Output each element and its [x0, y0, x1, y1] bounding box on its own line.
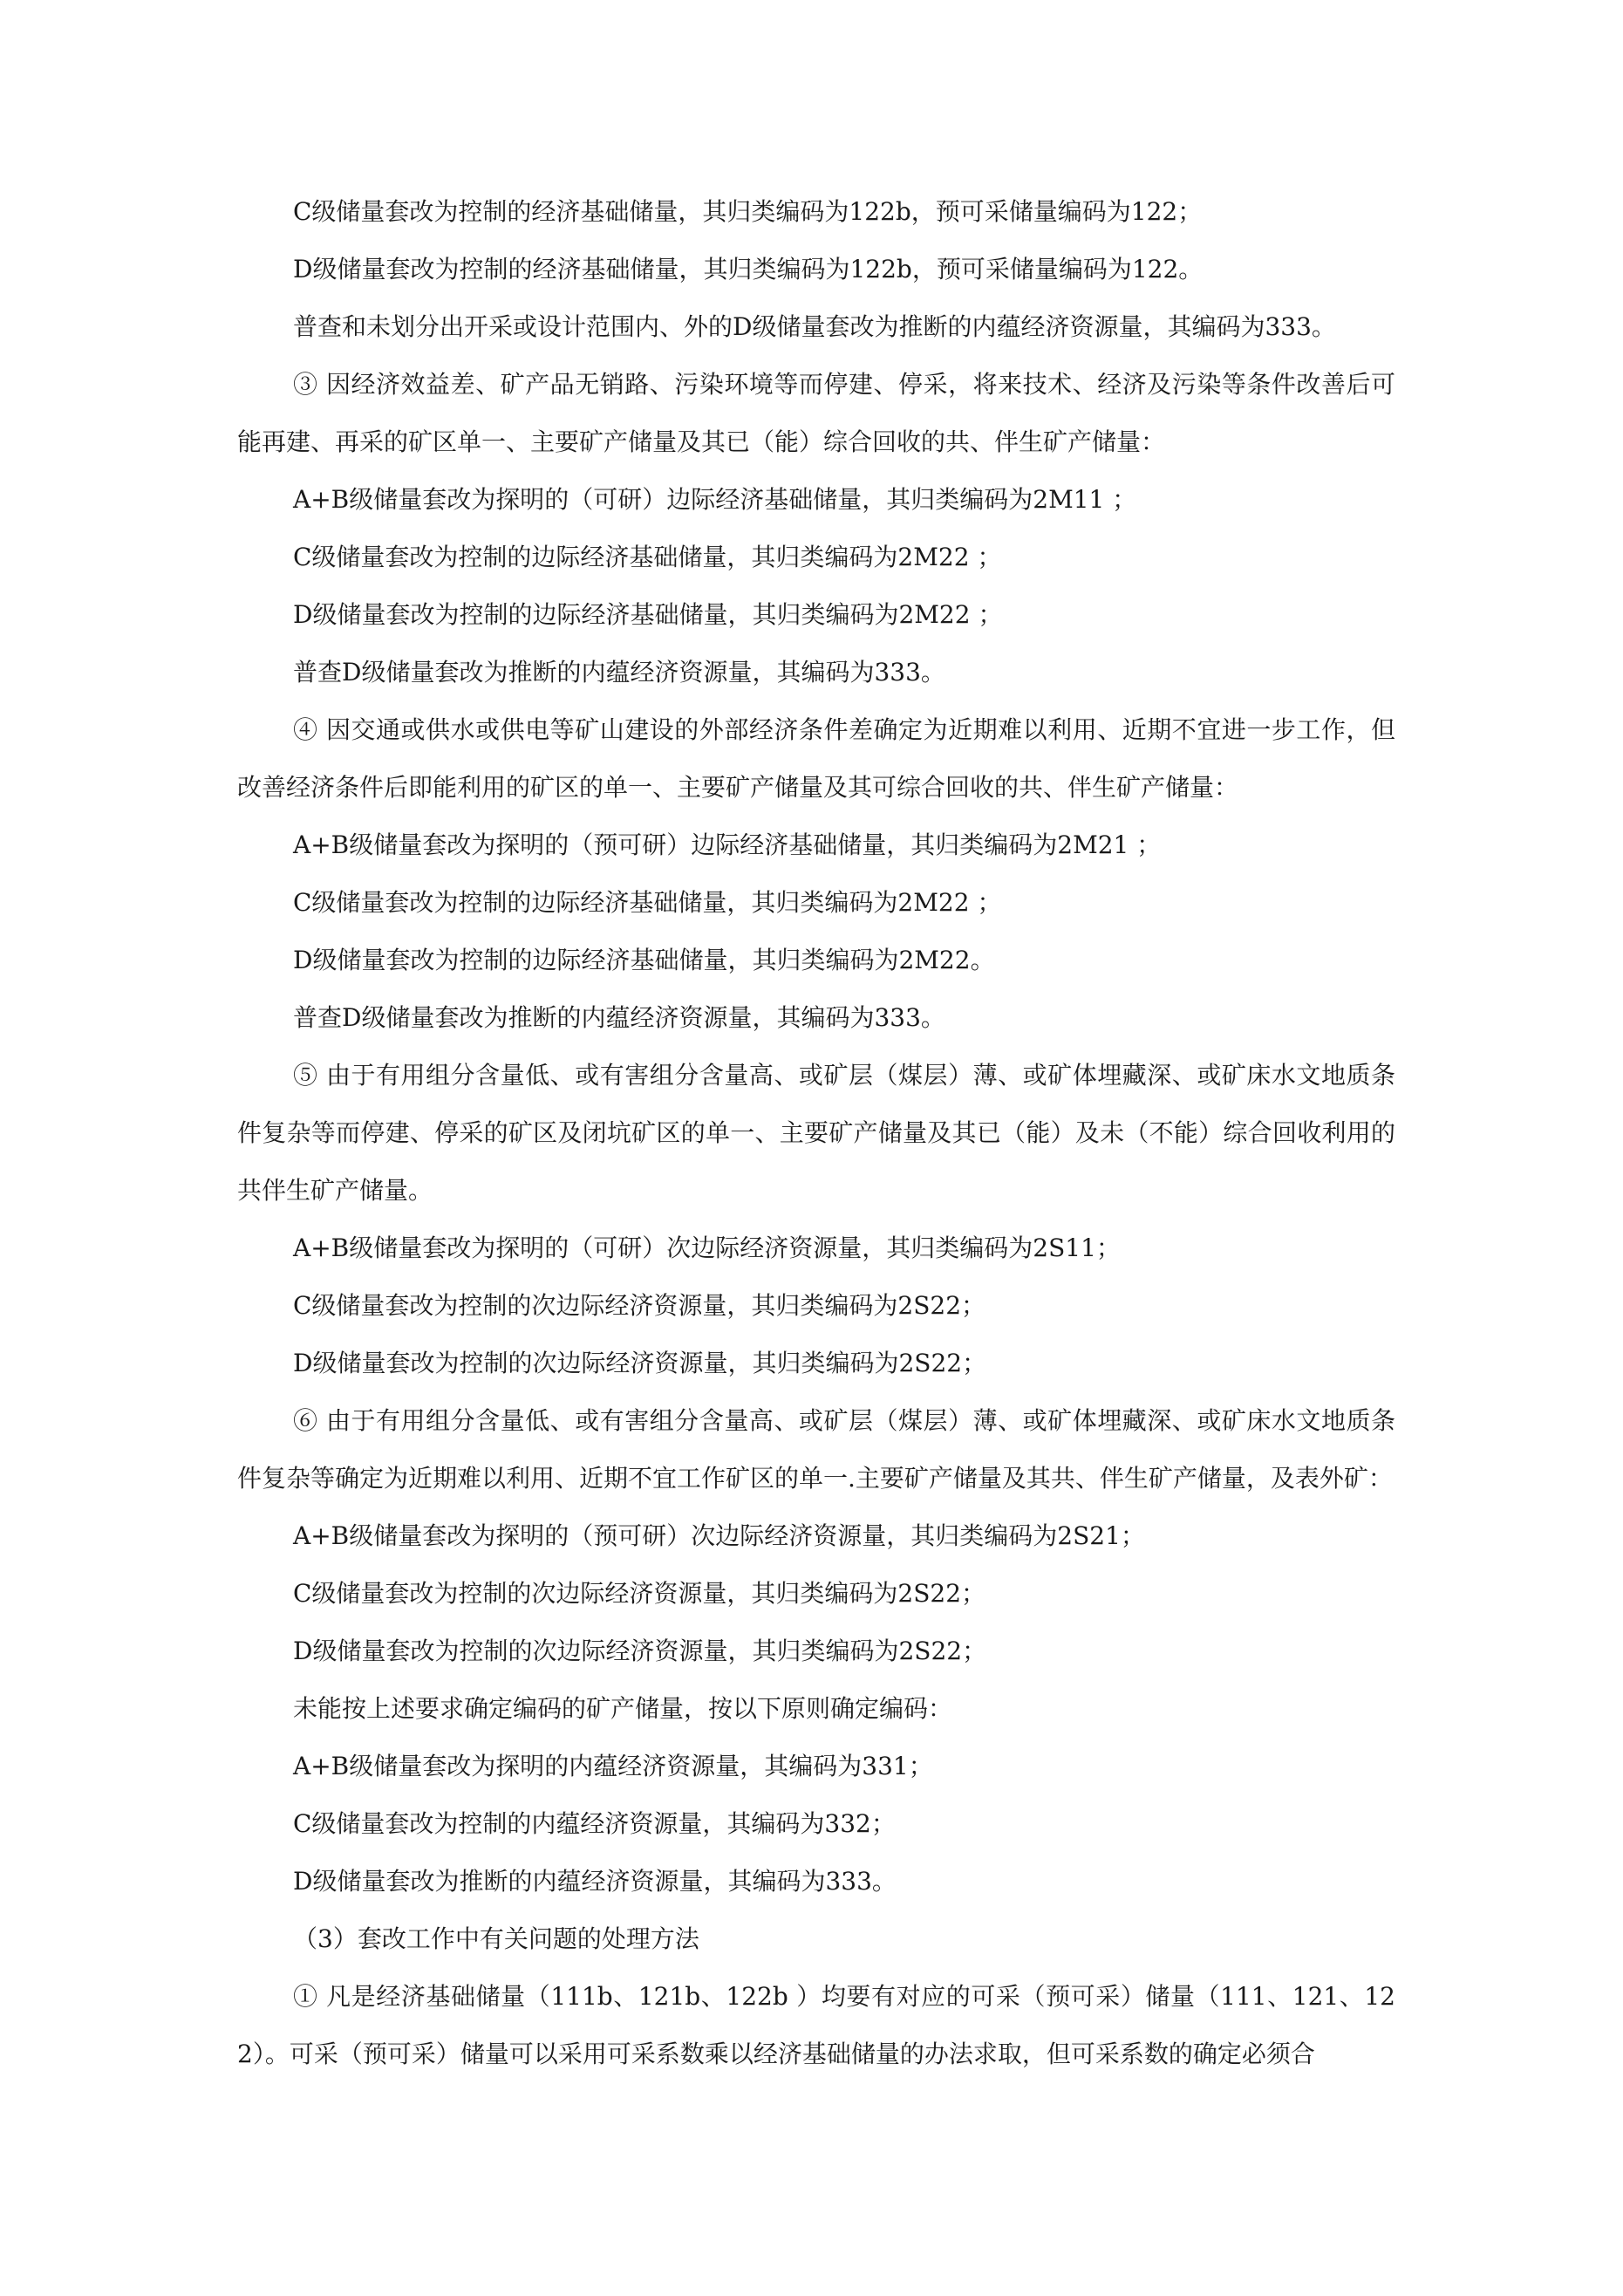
paragraph-c-2s22: C级储量套改为控制的次边际经济资源量，其归类编码为2S22；	[293, 1291, 986, 1320]
paragraph-ab-331: A+B级储量套改为探明的内蕴经济资源量，其编码为331；	[293, 1752, 933, 1780]
paragraph-fallback-rule: 未能按上述要求确定编码的矿产储量，按以下原则确定编码：	[293, 1694, 953, 1723]
paragraph-item-4: ④ 因交通或供水或供电等矿山建设的外部经济条件差确定为近期难以利用、近期不宜进一步工作，但改善经济条件后即能利用的矿区的单一、主要矿产储量及其可综合回收的共、伴生矿产储量：	[237, 715, 1395, 802]
paragraph-d-2m22-b: D级储量套改为控制的边际经济基础储量，其归类编码为2M22。	[293, 946, 995, 974]
paragraph-d-grade-122b: D级储量套改为控制的经济基础储量，其归类编码为122b，预可采储量编码为122。	[293, 255, 1204, 284]
paragraph-ab-2s11: A+B级储量套改为探明的（可研）次边际经济资源量，其归类编码为2S11；	[293, 1233, 1121, 1262]
paragraph-d-2m22: D级储量套改为控制的边际经济基础储量，其归类编码为2M22 ；	[293, 600, 1003, 629]
paragraph-item-6: ⑥ 由于有用组分含量低、或有害组分含量高、或矿层（煤层）薄、或矿体埋藏深、或矿床水文地质条件复杂等确定为近期难以利用、近期不宜工作矿区的单一.主要矿产储量及其共、伴生矿产储量，及表外矿：	[237, 1406, 1395, 1493]
paragraph-d-2s22-b: D级储量套改为控制的次边际经济资源量，其归类编码为2S22；	[293, 1637, 987, 1665]
paragraph-survey-d-333-b: 普查D级储量套改为推断的内蕴经济资源量，其编码为333。	[293, 1003, 945, 1032]
paragraph-ab-2s21: A+B级储量套改为探明的（预可研）次边际经济资源量，其归类编码为2S21；	[293, 1521, 1145, 1550]
paragraph-c-2m22-b: C级储量套改为控制的边际经济基础储量，其归类编码为2M22 ；	[293, 888, 1002, 917]
paragraph-c-2s22-b: C级储量套改为控制的次边际经济资源量，其归类编码为2S22；	[293, 1579, 986, 1608]
paragraph-survey-333: 普查和未划分出开采或设计范围内、外的D级储量套改为推断的内蕴经济资源量，其编码为333。	[293, 312, 1336, 341]
paragraph-ab-2m21: A+B级储量套改为探明的（预可研）边际经济基础储量，其归类编码为2M21 ；	[293, 830, 1162, 859]
paragraph-c-grade-122b: C级储量套改为控制的经济基础储量，其归类编码为122b，预可采储量编码为122；	[293, 197, 1203, 226]
document-body	[237, 183, 1395, 2083]
paragraph-method-1: ① 凡是经济基础储量（111b、121b、122b ）均要有对应的可采（预可采）储量（111、121、122）。可采（预可采）储量可以采用可采系数乘以经济基础储量的办法求取，但可采系数的确定必须合	[237, 1982, 1395, 2068]
section-heading-3: （3）套改工作中有关问题的处理方法	[293, 1924, 699, 1953]
paragraph-ab-2m11: A+B级储量套改为探明的（可研）边际经济基础储量，其归类编码为2M11 ；	[293, 485, 1137, 514]
paragraph-c-332: C级储量套改为控制的内蕴经济资源量，其编码为332；	[293, 1809, 896, 1838]
paragraph-c-2m22: C级储量套改为控制的边际经济基础储量，其归类编码为2M22 ；	[293, 543, 1002, 571]
paragraph-d-333: D级储量套改为推断的内蕴经济资源量，其编码为333。	[293, 1867, 897, 1896]
paragraph-item-3: ③ 因经济效益差、矿产品无销路、污染环境等而停建、停采，将来技术、经济及污染等条件改善后可能再建、再采的矿区单一、主要矿产储量及其已（能）综合回收的共、伴生矿产储量：	[237, 370, 1395, 456]
paragraph-d-2s22: D级储量套改为控制的次边际经济资源量，其归类编码为2S22；	[293, 1349, 987, 1377]
paragraph-survey-d-333: 普查D级储量套改为推断的内蕴经济资源量，其编码为333。	[293, 658, 945, 687]
paragraph-item-5: ⑤ 由于有用组分含量低、或有害组分含量高、或矿层（煤层）薄、或矿体埋藏深、或矿床水文地质条件复杂等而停建、停采的矿区及闭坑矿区的单一、主要矿产储量及其已（能）及未（不能）综合回收利用的共伴生矿产储量。	[237, 1061, 1395, 1205]
